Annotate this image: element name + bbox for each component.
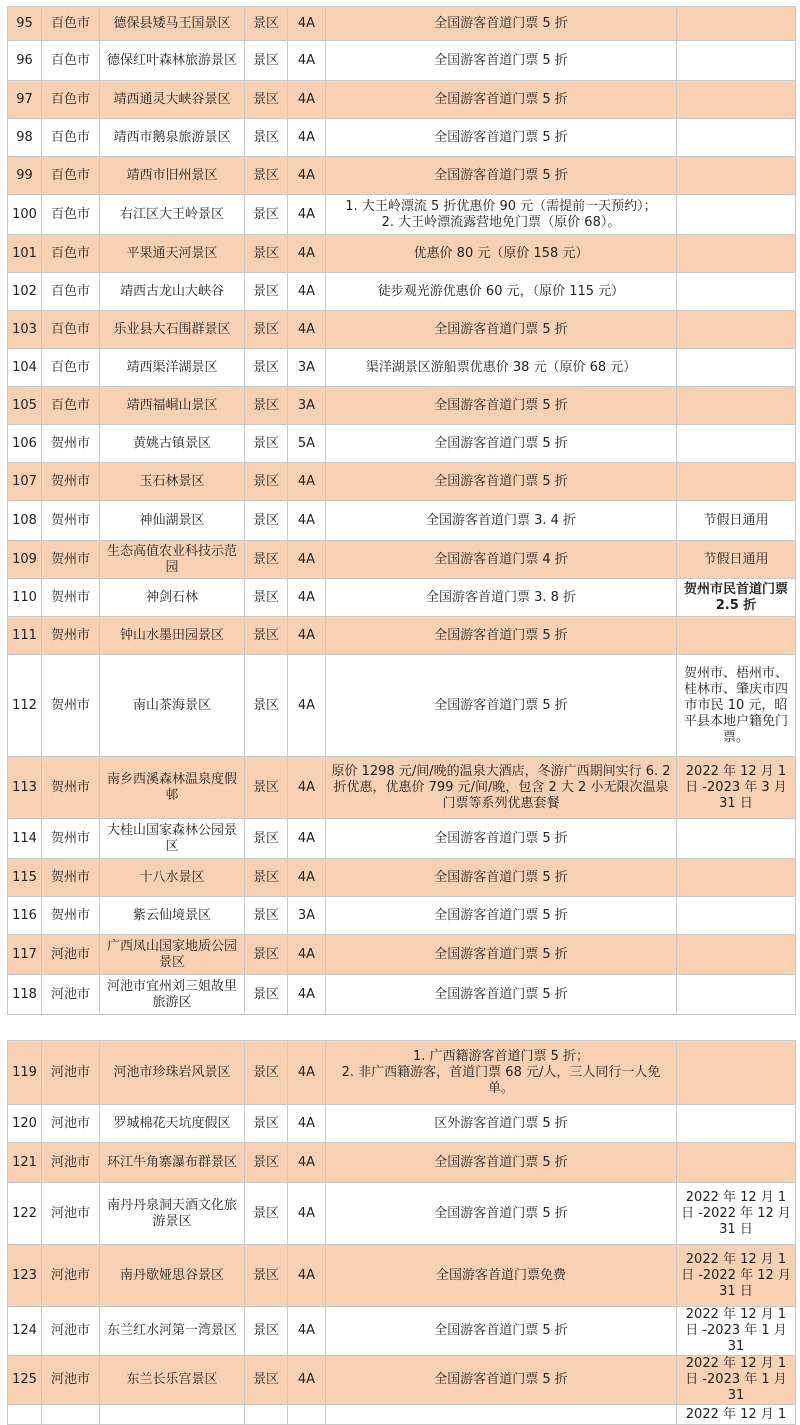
attraction-name: 南丹丹泉洞天酒文化旅游景区 [100, 1183, 245, 1245]
city-cell: 贺州市 [42, 859, 100, 897]
table-row [8, 819, 796, 859]
row-number: 106 [8, 425, 42, 463]
city-cell: 贺州市 [42, 501, 100, 541]
attraction-name: 神仙湖景区 [100, 501, 245, 541]
note-cell: 2022 年 12 月 1 日 -2022 年 12 月 31 日 [677, 1183, 796, 1245]
note-cell [677, 859, 796, 897]
offer-cell: 全国游客首道门票 5 折 [326, 1143, 677, 1183]
grade-cell: 4A [288, 1041, 326, 1105]
attraction-name: 神剑石林 [100, 579, 245, 617]
table-row [8, 975, 796, 1015]
table-row [8, 157, 796, 195]
table-row [8, 1041, 796, 1105]
note-cell [677, 975, 796, 1015]
table-row [8, 579, 796, 617]
offer-cell: 全国游客首道门票 5 折 [326, 7, 677, 41]
offer-cell: 全国游客首道门票 5 折 [326, 897, 677, 935]
note-cell [677, 273, 796, 311]
table-row [8, 1356, 796, 1405]
table-row [8, 1143, 796, 1183]
grade-cell: 3A [288, 387, 326, 425]
offer-cell: 区外游客首道门票 5 折 [326, 1105, 677, 1143]
table-row [8, 617, 796, 655]
city-cell: 百色市 [42, 157, 100, 195]
note-cell [677, 897, 796, 935]
table-row [8, 757, 796, 819]
note-cell [677, 617, 796, 655]
table-row [8, 235, 796, 273]
offer-cell: 全国游客首道门票 5 折 [326, 81, 677, 119]
attraction-name: 靖西市鹅泉旅游景区 [100, 119, 245, 157]
city-cell: 河池市 [42, 1356, 100, 1405]
note-cell [677, 463, 796, 501]
note-cell [677, 1143, 796, 1183]
offer-cell: 全国游客首道门票 5 折 [326, 1307, 677, 1356]
row-number: 100 [8, 195, 42, 235]
type-cell: 景区 [245, 387, 288, 425]
grade-cell: 4A [288, 1183, 326, 1245]
attraction-name: 靖西渠洋湖景区 [100, 349, 245, 387]
city-cell: 河池市 [42, 1041, 100, 1105]
attraction-name: 乐业县大石围群景区 [100, 311, 245, 349]
type-cell: 景区 [245, 157, 288, 195]
type-cell: 景区 [245, 195, 288, 235]
grade-cell: 4A [288, 81, 326, 119]
type-cell: 景区 [245, 235, 288, 273]
note-cell: 贺州市、梧州市、桂林市、肇庆市四市市民 10 元，昭平县本地户籍免门票。 [677, 655, 796, 757]
type-cell: 景区 [245, 425, 288, 463]
table-row [8, 349, 796, 387]
table-row [8, 541, 796, 579]
offer-cell: 全国游客首道门票 5 折 [326, 935, 677, 975]
note-cell [677, 819, 796, 859]
attraction-name: 玉石林景区 [100, 463, 245, 501]
offer-cell: 全国游客首道门票 5 折 [326, 41, 677, 81]
attraction-name: 靖西古龙山大峡谷 [100, 273, 245, 311]
offer-cell: 全国游客首道门票 5 折 [326, 425, 677, 463]
city-cell: 贺州市 [42, 463, 100, 501]
type-cell: 景区 [245, 463, 288, 501]
offer-cell: 全国游客首道门票 5 折 [326, 859, 677, 897]
offer-cell: 全国游客首道门票 5 折 [326, 1183, 677, 1245]
type-cell: 景区 [245, 897, 288, 935]
note-cell: 节假日通用 [677, 501, 796, 541]
grade-cell: 4A [288, 617, 326, 655]
row-number: 114 [8, 819, 42, 859]
note-cell: 2022 年 12 月 1 日 -2022 年 12 月 31 日 [677, 1245, 796, 1307]
note-cell [677, 157, 796, 195]
attraction-name: 靖西市旧州景区 [100, 157, 245, 195]
grade-cell: 4A [288, 119, 326, 157]
attraction-name: 东兰红水河第一湾景区 [100, 1307, 245, 1356]
attraction-name: 罗城棉花天坑度假区 [100, 1105, 245, 1143]
type-cell: 景区 [245, 349, 288, 387]
type-cell: 景区 [245, 1356, 288, 1405]
city-cell: 河池市 [42, 975, 100, 1015]
note-cell [677, 119, 796, 157]
city-cell: 百色市 [42, 7, 100, 41]
attraction-name: 南乡西溪森林温泉度假邨 [100, 757, 245, 819]
offer-cell: 全国游客首道门票 5 折 [326, 975, 677, 1015]
table-row [8, 859, 796, 897]
row-number: 95 [8, 7, 42, 41]
row-number: 122 [8, 1183, 42, 1245]
note-cell [677, 41, 796, 81]
attraction-name: 南丹歇娅思谷景区 [100, 1245, 245, 1307]
row-number: 99 [8, 157, 42, 195]
attraction-name: 生态高值农业科技示范园 [100, 541, 245, 579]
attraction-name [100, 1405, 245, 1425]
table-row [8, 655, 796, 757]
attraction-name: 德保红叶森林旅游景区 [100, 41, 245, 81]
row-number: 98 [8, 119, 42, 157]
table-row [8, 1307, 796, 1356]
table-row [8, 41, 796, 81]
attraction-name: 广西凤山国家地质公园景区 [100, 935, 245, 975]
offer-cell: 渠洋湖景区游船票优惠价 38 元（原价 68 元） [326, 349, 677, 387]
type-cell: 景区 [245, 819, 288, 859]
row-number: 119 [8, 1041, 42, 1105]
offer-cell: 1. 大王岭漂流 5 折优惠价 90 元（需提前一天预约）； 2. 大王岭漂流露营地免门票（原价 68）。 [326, 195, 677, 235]
type-cell: 景区 [245, 655, 288, 757]
note-cell [677, 1105, 796, 1143]
table-row [8, 7, 796, 41]
note-cell [677, 235, 796, 273]
table-row [8, 501, 796, 541]
note-cell [677, 81, 796, 119]
table-row [8, 935, 796, 975]
note-cell [677, 311, 796, 349]
table-row [8, 81, 796, 119]
note-cell: 2022 年 12 月 1 日 -2023 年 3 月 31 日 [677, 757, 796, 819]
table-row [8, 463, 796, 501]
note-cell [677, 195, 796, 235]
type-cell: 景区 [245, 935, 288, 975]
grade-cell: 4A [288, 935, 326, 975]
type-cell: 景区 [245, 81, 288, 119]
row-number: 103 [8, 311, 42, 349]
city-cell: 贺州市 [42, 425, 100, 463]
grade-cell: 4A [288, 1143, 326, 1183]
type-cell: 景区 [245, 1245, 288, 1307]
row-number: 107 [8, 463, 42, 501]
type-cell [245, 1405, 288, 1425]
row-number: 108 [8, 501, 42, 541]
city-cell: 贺州市 [42, 819, 100, 859]
row-number: 125 [8, 1356, 42, 1405]
offer-cell: 优惠价 80 元（原价 158 元） [326, 235, 677, 273]
attraction-name: 钟山水墨田园景区 [100, 617, 245, 655]
attraction-name: 东兰长乐宫景区 [100, 1356, 245, 1405]
attraction-name: 右江区大王岭景区 [100, 195, 245, 235]
grade-cell: 4A [288, 157, 326, 195]
row-number: 105 [8, 387, 42, 425]
city-cell: 百色市 [42, 311, 100, 349]
city-cell [42, 1405, 100, 1425]
row-number: 96 [8, 41, 42, 81]
grade-cell: 3A [288, 897, 326, 935]
offer-cell: 原价 1298 元/间/晚的温泉大酒店，冬游广西期间实行 6. 2 折优惠，优惠价 799 元/间/晚，包含 2 大 2 小无限次温泉门票等系列优惠套餐 [326, 757, 677, 819]
type-cell: 景区 [245, 501, 288, 541]
table-row [8, 273, 796, 311]
offer-cell: 全国游客首道门票 5 折 [326, 311, 677, 349]
type-cell: 景区 [245, 119, 288, 157]
grade-cell: 4A [288, 1307, 326, 1356]
row-number: 112 [8, 655, 42, 757]
row-number [8, 1405, 42, 1425]
attraction-name: 紫云仙境景区 [100, 897, 245, 935]
table-row [8, 897, 796, 935]
offer-cell: 全国游客首道门票 5 折 [326, 387, 677, 425]
city-cell: 百色市 [42, 81, 100, 119]
city-cell: 百色市 [42, 273, 100, 311]
type-cell: 景区 [245, 7, 288, 41]
grade-cell: 4A [288, 1105, 326, 1143]
city-cell: 河池市 [42, 1307, 100, 1356]
offer-cell: 全国游客首道门票 5 折 [326, 1356, 677, 1405]
grade-cell: 4A [288, 579, 326, 617]
offer-cell: 全国游客首道门票 5 折 [326, 157, 677, 195]
grade-cell: 4A [288, 859, 326, 897]
note-cell [677, 7, 796, 41]
attraction-name: 河池市珍珠岩风景区 [100, 1041, 245, 1105]
grade-cell: 4A [288, 1356, 326, 1405]
offer-cell: 全国游客首道门票 3. 4 折 [326, 501, 677, 541]
table-row [8, 311, 796, 349]
table-row [8, 195, 796, 235]
grade-cell: 4A [288, 541, 326, 579]
row-number: 115 [8, 859, 42, 897]
row-number: 116 [8, 897, 42, 935]
city-cell: 贺州市 [42, 757, 100, 819]
row-number: 123 [8, 1245, 42, 1307]
type-cell: 景区 [245, 757, 288, 819]
row-number: 121 [8, 1143, 42, 1183]
type-cell: 景区 [245, 311, 288, 349]
offer-cell: 全国游客首道门票免费 [326, 1245, 677, 1307]
row-number: 111 [8, 617, 42, 655]
table-row [8, 1405, 796, 1425]
attraction-name: 德保县矮马王国景区 [100, 7, 245, 41]
offer-cell: 全国游客首道门票 5 折 [326, 119, 677, 157]
city-cell: 百色市 [42, 119, 100, 157]
grade-cell: 5A [288, 425, 326, 463]
city-cell: 贺州市 [42, 579, 100, 617]
offer-cell: 徒步观光游优惠价 60 元，（原价 115 元） [326, 273, 677, 311]
type-cell: 景区 [245, 1041, 288, 1105]
table-row [8, 1105, 796, 1143]
type-cell: 景区 [245, 859, 288, 897]
attraction-name: 十八水景区 [100, 859, 245, 897]
attraction-name: 环江牛角寨瀑布群景区 [100, 1143, 245, 1183]
table-row [8, 425, 796, 463]
city-cell: 百色市 [42, 41, 100, 81]
grade-cell: 4A [288, 819, 326, 859]
row-number: 97 [8, 81, 42, 119]
attraction-table-part-2 [7, 1040, 796, 1425]
attraction-name: 南山茶海景区 [100, 655, 245, 757]
row-number: 101 [8, 235, 42, 273]
row-number: 120 [8, 1105, 42, 1143]
offer-cell: 1. 广西籍游客首道门票 5 折； 2. 非广西籍游客，首道门票 68 元/人，三人同行一人免单。 [326, 1041, 677, 1105]
offer-cell: 全国游客首道门票 5 折 [326, 463, 677, 501]
type-cell: 景区 [245, 1307, 288, 1356]
city-cell: 贺州市 [42, 541, 100, 579]
table-row [8, 119, 796, 157]
type-cell: 景区 [245, 1183, 288, 1245]
city-cell: 百色市 [42, 235, 100, 273]
type-cell: 景区 [245, 617, 288, 655]
attraction-name: 大桂山国家森林公园景区 [100, 819, 245, 859]
type-cell: 景区 [245, 975, 288, 1015]
attraction-name: 平果通天河景区 [100, 235, 245, 273]
grade-cell [288, 1405, 326, 1425]
grade-cell: 4A [288, 1245, 326, 1307]
grade-cell: 4A [288, 195, 326, 235]
grade-cell: 4A [288, 501, 326, 541]
grade-cell: 4A [288, 7, 326, 41]
note-cell [677, 1041, 796, 1105]
attraction-name: 黄姚古镇景区 [100, 425, 245, 463]
row-number: 104 [8, 349, 42, 387]
note-cell [677, 387, 796, 425]
type-cell: 景区 [245, 41, 288, 81]
grade-cell: 4A [288, 463, 326, 501]
table-row [8, 1183, 796, 1245]
offer-cell: 全国游客首道门票 4 折 [326, 541, 677, 579]
grade-cell: 4A [288, 757, 326, 819]
row-number: 102 [8, 273, 42, 311]
city-cell: 河池市 [42, 1143, 100, 1183]
city-cell: 河池市 [42, 1105, 100, 1143]
city-cell: 百色市 [42, 195, 100, 235]
offer-cell: 全国游客首道门票 5 折 [326, 617, 677, 655]
type-cell: 景区 [245, 1105, 288, 1143]
note-cell: 2022 年 12 月 1 日 -2023 年 1 月 31 [677, 1307, 796, 1356]
row-number: 118 [8, 975, 42, 1015]
grade-cell: 4A [288, 273, 326, 311]
attraction-table-part-1 [7, 6, 796, 1015]
city-cell: 百色市 [42, 349, 100, 387]
city-cell: 河池市 [42, 935, 100, 975]
table-row [8, 387, 796, 425]
attraction-name: 河池市宜州刘三姐故里旅游区 [100, 975, 245, 1015]
city-cell: 贺州市 [42, 655, 100, 757]
city-cell: 河池市 [42, 1245, 100, 1307]
attraction-name: 靖西通灵大峡谷景区 [100, 81, 245, 119]
note-cell [677, 935, 796, 975]
row-number: 110 [8, 579, 42, 617]
note-cell: 2022 年 12 月 1 [677, 1405, 796, 1425]
city-cell: 河池市 [42, 1183, 100, 1245]
grade-cell: 4A [288, 41, 326, 81]
note-cell [677, 425, 796, 463]
attraction-name: 靖西福峒山景区 [100, 387, 245, 425]
grade-cell: 4A [288, 975, 326, 1015]
city-cell: 贺州市 [42, 617, 100, 655]
grade-cell: 3A [288, 349, 326, 387]
type-cell: 景区 [245, 541, 288, 579]
type-cell: 景区 [245, 273, 288, 311]
offer-cell: 全国游客首道门票 5 折 [326, 819, 677, 859]
row-number: 117 [8, 935, 42, 975]
note-cell: 节假日通用 [677, 541, 796, 579]
grade-cell: 4A [288, 235, 326, 273]
type-cell: 景区 [245, 1143, 288, 1183]
row-number: 113 [8, 757, 42, 819]
city-cell: 百色市 [42, 387, 100, 425]
city-cell: 贺州市 [42, 897, 100, 935]
row-number: 109 [8, 541, 42, 579]
type-cell: 景区 [245, 579, 288, 617]
offer-cell: 全国游客首道门票 3. 8 折 [326, 579, 677, 617]
grade-cell: 4A [288, 655, 326, 757]
row-number: 124 [8, 1307, 42, 1356]
table-row [8, 1245, 796, 1307]
note-cell [677, 349, 796, 387]
note-cell: 2022 年 12 月 1 日 -2023 年 1 月 31 [677, 1356, 796, 1405]
offer-cell: 全国游客首道门票 5 折 [326, 655, 677, 757]
offer-cell [326, 1405, 677, 1425]
grade-cell: 4A [288, 311, 326, 349]
note-cell: 贺州市民首道门票 2.5 折 [677, 579, 796, 617]
